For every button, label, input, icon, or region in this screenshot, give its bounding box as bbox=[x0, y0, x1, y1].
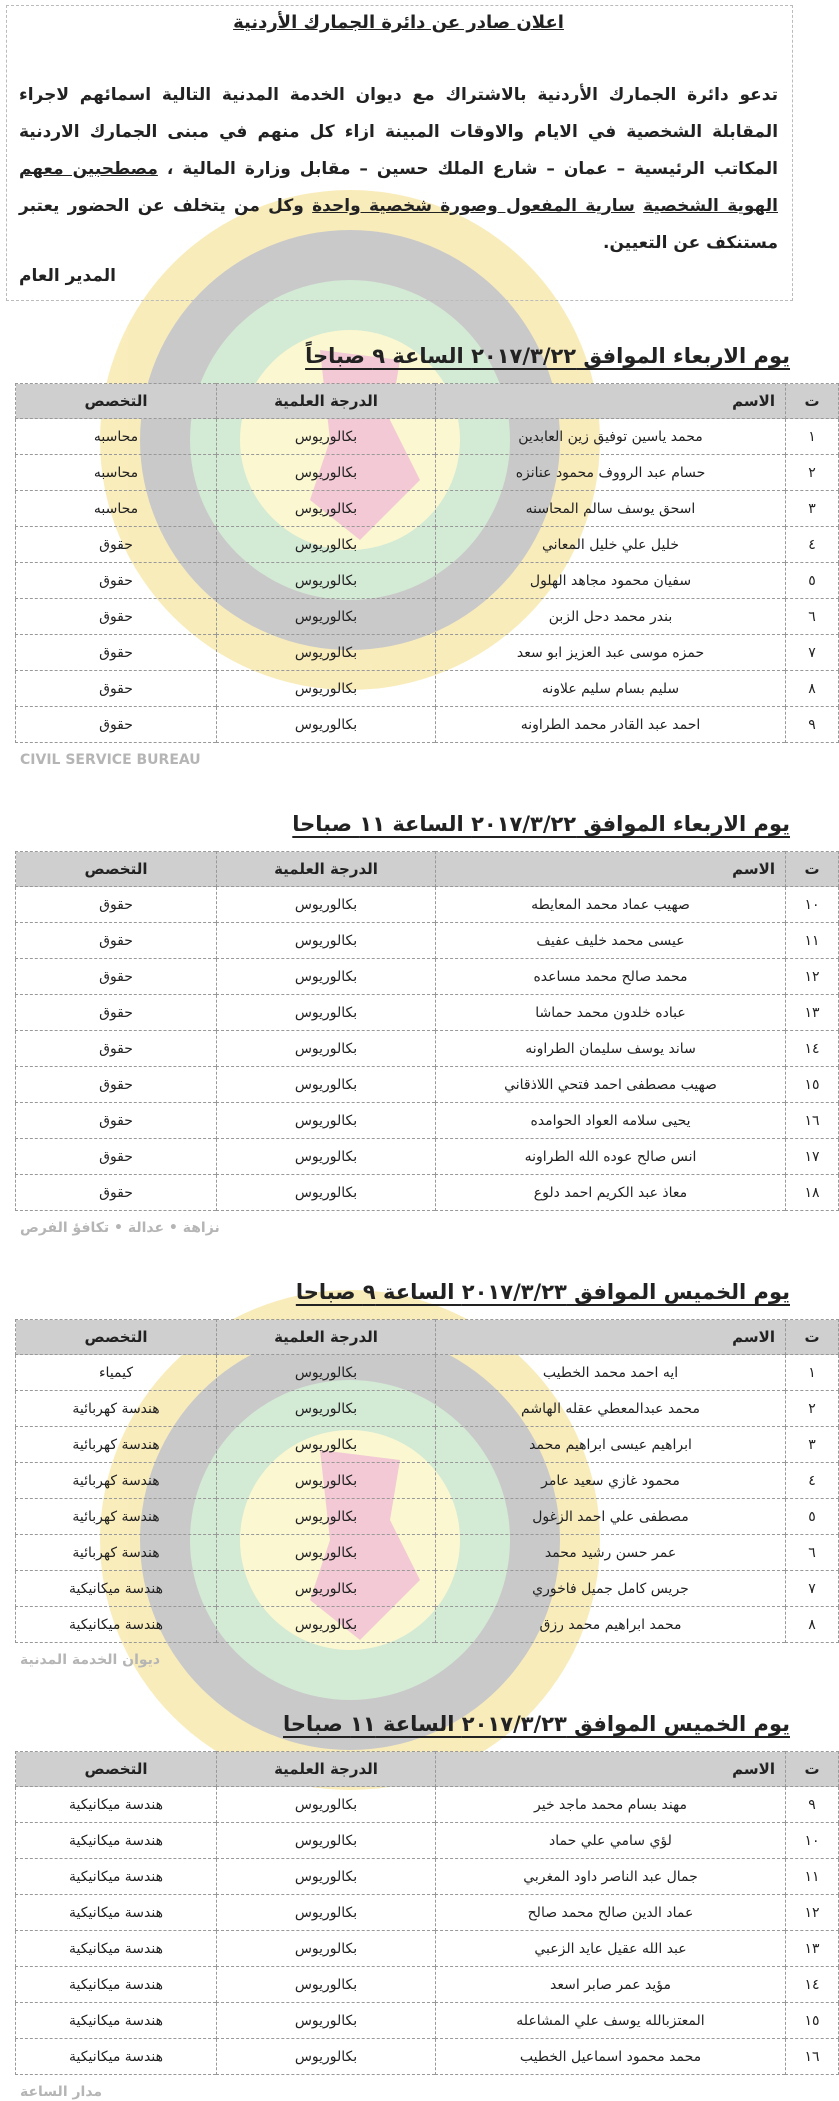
notice-body bbox=[19, 77, 778, 262]
table-row bbox=[16, 923, 839, 959]
specialty: حقوق bbox=[16, 563, 217, 599]
table-row bbox=[16, 1067, 839, 1103]
seal-text-ar: ديوان الخدمة المدنية bbox=[20, 1652, 161, 1668]
candidate-name: يحيى سلامه العواد الحوامده bbox=[436, 1103, 786, 1139]
degree: بكالوريوس bbox=[217, 491, 436, 527]
column-header-degree: الدرجة العلمية bbox=[217, 384, 436, 419]
table-row bbox=[16, 455, 839, 491]
degree: بكالوريوس bbox=[217, 1391, 436, 1427]
table-row bbox=[16, 1895, 839, 1931]
specialty: محاسبه bbox=[16, 491, 217, 527]
column-header-name: الاسم bbox=[436, 852, 786, 887]
degree: بكالوريوس bbox=[217, 1355, 436, 1391]
degree: بكالوريوس bbox=[217, 563, 436, 599]
candidate-name: المعتزبالله يوسف علي المشاعله bbox=[436, 2003, 786, 2039]
site-logo: مدار الساعة bbox=[20, 2084, 103, 2100]
degree: بكالوريوس bbox=[217, 923, 436, 959]
table-header-row bbox=[16, 852, 839, 887]
row-number: ١١ bbox=[786, 923, 839, 959]
table-row bbox=[16, 1031, 839, 1067]
degree: بكالوريوس bbox=[217, 1067, 436, 1103]
specialty: هندسة ميكانيكية bbox=[16, 1787, 217, 1823]
table-row bbox=[16, 1499, 839, 1535]
table-row bbox=[16, 1427, 839, 1463]
candidate-name: عمر حسن رشيد محمد bbox=[436, 1535, 786, 1571]
table-row bbox=[16, 1103, 839, 1139]
specialty: حقوق bbox=[16, 671, 217, 707]
degree: بكالوريوس bbox=[217, 455, 436, 491]
specialty: هندسة كهربائية bbox=[16, 1391, 217, 1427]
degree: بكالوريوس bbox=[217, 2039, 436, 2075]
table-row bbox=[16, 419, 839, 455]
candidate-name: مؤيد عمر صابر اسعد bbox=[436, 1967, 786, 2003]
section-title: يوم الخميس الموافق ٢٠١٧/٣/٢٣ الساعة ٩ صباحا bbox=[295, 1280, 790, 1304]
table-row bbox=[16, 527, 839, 563]
column-header-name: الاسم bbox=[436, 384, 786, 419]
degree: بكالوريوس bbox=[217, 1139, 436, 1175]
section-title: يوم الخميس الموافق ٢٠١٧/٣/٢٣ الساعة ١١ صباحا bbox=[283, 1712, 790, 1736]
candidate-name: حمزه موسى عبد العزيز ابو سعد bbox=[436, 635, 786, 671]
table-header-row bbox=[16, 1752, 839, 1787]
row-number: ١١ bbox=[786, 1859, 839, 1895]
row-number: ٤ bbox=[786, 1463, 839, 1499]
degree: بكالوريوس bbox=[217, 1427, 436, 1463]
table-row bbox=[16, 563, 839, 599]
specialty: هندسة ميكانيكية bbox=[16, 1859, 217, 1895]
schedule-table bbox=[15, 1751, 839, 2075]
specialty: حقوق bbox=[16, 1031, 217, 1067]
table-row bbox=[16, 1139, 839, 1175]
notice-title-text: اعلان صادر عن دائرة الجمارك الأردنية bbox=[233, 12, 564, 33]
candidate-name: مصطفى علي احمد الزغول bbox=[436, 1499, 786, 1535]
degree: بكالوريوس bbox=[217, 995, 436, 1031]
row-number: ٥ bbox=[786, 1499, 839, 1535]
specialty: حقوق bbox=[16, 599, 217, 635]
table-header-row bbox=[16, 384, 839, 419]
candidate-name: معاذ عبد الكريم احمد دلوع bbox=[436, 1175, 786, 1211]
candidate-name: محمد عبدالمعطي عقله الهاشم bbox=[436, 1391, 786, 1427]
notice-title bbox=[19, 12, 778, 33]
row-number: ٨ bbox=[786, 1607, 839, 1643]
notice-box bbox=[6, 5, 793, 301]
specialty: هندسة ميكانيكية bbox=[16, 1607, 217, 1643]
notice-warning: وكل من يتخلف عن الحضور يعتبر مستنكف عن bbox=[19, 196, 778, 253]
specialty: محاسبه bbox=[16, 455, 217, 491]
specialty: هندسة ميكانيكية bbox=[16, 1895, 217, 1931]
candidate-name: سفيان محمود مجاهد الهلول bbox=[436, 563, 786, 599]
table-row bbox=[16, 1607, 839, 1643]
table-row bbox=[16, 1859, 839, 1895]
specialty: حقوق bbox=[16, 1175, 217, 1211]
schedule-table bbox=[15, 851, 839, 1211]
candidate-name: جمال عبد الناصر داود المغربي bbox=[436, 1859, 786, 1895]
specialty: حقوق bbox=[16, 923, 217, 959]
degree: بكالوريوس bbox=[217, 599, 436, 635]
row-number: ١٤ bbox=[786, 1031, 839, 1067]
row-number: ٦ bbox=[786, 599, 839, 635]
row-number: ١٥ bbox=[786, 2003, 839, 2039]
table-row bbox=[16, 995, 839, 1031]
notice-line-2: الشخصية في الايام والاوقات المبينة ازاء كل منهم في مبنى الجمارك الاردنية المكاتب الرئيسية bbox=[19, 122, 779, 179]
degree: بكالوريوس bbox=[217, 1787, 436, 1823]
candidate-name: انس صالح عوده الله الطراونه bbox=[436, 1139, 786, 1175]
column-header-specialty: التخصص bbox=[16, 852, 217, 887]
section-title: يوم الاربعاء الموافق ٢٠١٧/٣/٢٢ الساعة ١١ صباحا bbox=[292, 812, 790, 836]
column-header-num: ت bbox=[786, 852, 839, 887]
degree: بكالوريوس bbox=[217, 1535, 436, 1571]
row-number: ٩ bbox=[786, 707, 839, 743]
signature: المدير العام bbox=[19, 266, 116, 286]
specialty: حقوق bbox=[16, 887, 217, 923]
row-number: ١ bbox=[786, 1355, 839, 1391]
column-header-specialty: التخصص bbox=[16, 1752, 217, 1787]
column-header-degree: الدرجة العلمية bbox=[217, 852, 436, 887]
row-number: ٣ bbox=[786, 491, 839, 527]
specialty: هندسة كهربائية bbox=[16, 1499, 217, 1535]
column-header-num: ت bbox=[786, 1752, 839, 1787]
candidate-name: صهيب مصطفى احمد فتحي اللاذقاني bbox=[436, 1067, 786, 1103]
specialty: هندسة كهربائية bbox=[16, 1535, 217, 1571]
table-row bbox=[16, 1175, 839, 1211]
degree: بكالوريوس bbox=[217, 1031, 436, 1067]
specialty: حقوق bbox=[16, 959, 217, 995]
table-row bbox=[16, 599, 839, 635]
column-header-specialty: التخصص bbox=[16, 1320, 217, 1355]
table-row bbox=[16, 671, 839, 707]
specialty: حقوق bbox=[16, 635, 217, 671]
candidate-name: حسام عبد الرووف محمود عنانزه bbox=[436, 455, 786, 491]
specialty: هندسة ميكانيكية bbox=[16, 2003, 217, 2039]
row-number: ١٢ bbox=[786, 1895, 839, 1931]
schedule-table bbox=[15, 383, 839, 743]
degree: بكالوريوس bbox=[217, 1607, 436, 1643]
candidate-name: جريس كامل جميل فاخوري bbox=[436, 1571, 786, 1607]
degree: بكالوريوس bbox=[217, 1499, 436, 1535]
specialty: حقوق bbox=[16, 995, 217, 1031]
degree: بكالوريوس bbox=[217, 2003, 436, 2039]
table-row bbox=[16, 887, 839, 923]
notice-line-5: التعيين. bbox=[603, 233, 668, 253]
row-number: ٨ bbox=[786, 671, 839, 707]
candidate-name: صهيب عماد محمد المعايطه bbox=[436, 887, 786, 923]
degree: بكالوريوس bbox=[217, 707, 436, 743]
column-header-degree: الدرجة العلمية bbox=[217, 1320, 436, 1355]
specialty: حقوق bbox=[16, 527, 217, 563]
column-header-name: الاسم bbox=[436, 1320, 786, 1355]
candidate-name: خليل علي خليل المعاني bbox=[436, 527, 786, 563]
section-title: يوم الاربعاء الموافق ٢٠١٧/٣/٢٢ الساعة ٩ صباحاً bbox=[305, 344, 790, 368]
degree: بكالوريوس bbox=[217, 1859, 436, 1895]
row-number: ١٣ bbox=[786, 995, 839, 1031]
candidate-name: محمد ابراهيم محمد رزق bbox=[436, 1607, 786, 1643]
row-number: ٧ bbox=[786, 1571, 839, 1607]
row-number: ٧ bbox=[786, 635, 839, 671]
candidate-name: عماد الدين صالح محمد صالح bbox=[436, 1895, 786, 1931]
candidate-name: محمد ياسين توفيق زين العابدين bbox=[436, 419, 786, 455]
notice-requirement-2: سارية المفعول وصورة شخصية واحدة bbox=[312, 196, 635, 216]
degree: بكالوريوس bbox=[217, 671, 436, 707]
table-row bbox=[16, 959, 839, 995]
column-header-num: ت bbox=[786, 384, 839, 419]
table-row bbox=[16, 2039, 839, 2075]
candidate-name: سليم بسام سليم علاونه bbox=[436, 671, 786, 707]
degree: بكالوريوس bbox=[217, 959, 436, 995]
column-header-degree: الدرجة العلمية bbox=[217, 1752, 436, 1787]
row-number: ١٢ bbox=[786, 959, 839, 995]
notice-requirement: مصطحبين معهم الهوية الشخصية bbox=[19, 159, 778, 216]
schedule-sections bbox=[0, 341, 820, 2101]
degree: بكالوريوس bbox=[217, 635, 436, 671]
specialty: هندسة ميكانيكية bbox=[16, 1967, 217, 2003]
row-number: ٦ bbox=[786, 1535, 839, 1571]
table-row bbox=[16, 491, 839, 527]
degree: بكالوريوس bbox=[217, 419, 436, 455]
candidate-name: محمد صالح محمد مساعده bbox=[436, 959, 786, 995]
row-number: ١٤ bbox=[786, 1967, 839, 2003]
table-row bbox=[16, 1931, 839, 1967]
degree: بكالوريوس bbox=[217, 1175, 436, 1211]
notice-address: – عمان – شارع الملك حسين – مقابل وزارة المالية ، bbox=[166, 159, 626, 179]
specialty: هندسة ميكانيكية bbox=[16, 2039, 217, 2075]
candidate-name: لؤي سامي علي حماد bbox=[436, 1823, 786, 1859]
seal-text-en: CIVIL SERVICE BUREAU bbox=[20, 752, 201, 768]
specialty: كيمياء bbox=[16, 1355, 217, 1391]
row-number: ١٦ bbox=[786, 1103, 839, 1139]
degree: بكالوريوس bbox=[217, 1823, 436, 1859]
table-row bbox=[16, 1463, 839, 1499]
row-number: ١٧ bbox=[786, 1139, 839, 1175]
row-number: ١٦ bbox=[786, 2039, 839, 2075]
candidate-name: محمود غازي سعيد عامر bbox=[436, 1463, 786, 1499]
candidate-name: ساند يوسف سليمان الطراونه bbox=[436, 1031, 786, 1067]
specialty: حقوق bbox=[16, 1067, 217, 1103]
specialty: هندسة ميكانيكية bbox=[16, 1823, 217, 1859]
row-number: ١٨ bbox=[786, 1175, 839, 1211]
table-row bbox=[16, 1391, 839, 1427]
seal-slogan: نزاهة • عدالة • تكافؤ الفرص bbox=[20, 1220, 220, 1236]
candidate-name: ابراهيم عيسى ابراهيم محمد bbox=[436, 1427, 786, 1463]
candidate-name: عبد الله عقيل عايد الزعبي bbox=[436, 1931, 786, 1967]
row-number: ٥ bbox=[786, 563, 839, 599]
degree: بكالوريوس bbox=[217, 1463, 436, 1499]
table-row bbox=[16, 1355, 839, 1391]
specialty: هندسة كهربائية bbox=[16, 1463, 217, 1499]
candidate-name: احمد عبد القادر محمد الطراونه bbox=[436, 707, 786, 743]
row-number: ١ bbox=[786, 419, 839, 455]
specialty: هندسة ميكانيكية bbox=[16, 1931, 217, 1967]
row-number: ١٠ bbox=[786, 1823, 839, 1859]
specialty: حقوق bbox=[16, 1103, 217, 1139]
candidate-name: عباده خلدون محمد حماشا bbox=[436, 995, 786, 1031]
row-number: ١٣ bbox=[786, 1931, 839, 1967]
specialty: هندسة ميكانيكية bbox=[16, 1571, 217, 1607]
table-row bbox=[16, 1571, 839, 1607]
degree: بكالوريوس bbox=[217, 1571, 436, 1607]
table-row bbox=[16, 2003, 839, 2039]
specialty: محاسبه bbox=[16, 419, 217, 455]
degree: بكالوريوس bbox=[217, 1895, 436, 1931]
column-header-name: الاسم bbox=[436, 1752, 786, 1787]
column-header-specialty: التخصص bbox=[16, 384, 217, 419]
table-row bbox=[16, 635, 839, 671]
notice-line-1: تدعو دائرة الجمارك الأردنية بالاشتراك مع ديوان الخدمة المدنية التالية اسمائهم لاجراء المقابلة bbox=[19, 85, 779, 142]
candidate-name: ايه احمد محمد الخطيب bbox=[436, 1355, 786, 1391]
row-number: ١٠ bbox=[786, 887, 839, 923]
degree: بكالوريوس bbox=[217, 527, 436, 563]
row-number: ٢ bbox=[786, 1391, 839, 1427]
candidate-name: مهند بسام محمد ماجد خير bbox=[436, 1787, 786, 1823]
specialty: حقوق bbox=[16, 1139, 217, 1175]
degree: بكالوريوس bbox=[217, 887, 436, 923]
row-number: ١٥ bbox=[786, 1067, 839, 1103]
row-number: ٩ bbox=[786, 1787, 839, 1823]
table-row bbox=[16, 707, 839, 743]
row-number: ٣ bbox=[786, 1427, 839, 1463]
candidate-name: محمد محمود اسماعيل الخطيب bbox=[436, 2039, 786, 2075]
row-number: ٤ bbox=[786, 527, 839, 563]
schedule-table bbox=[15, 1319, 839, 1643]
candidate-name: بندر محمد دحل الزبن bbox=[436, 599, 786, 635]
table-row bbox=[16, 1787, 839, 1823]
candidate-name: عيسى محمد خليف عفيف bbox=[436, 923, 786, 959]
table-header-row bbox=[16, 1320, 839, 1355]
specialty: هندسة كهربائية bbox=[16, 1427, 217, 1463]
table-row bbox=[16, 1535, 839, 1571]
degree: بكالوريوس bbox=[217, 1931, 436, 1967]
column-header-num: ت bbox=[786, 1320, 839, 1355]
row-number: ٢ bbox=[786, 455, 839, 491]
table-row bbox=[16, 1967, 839, 2003]
degree: بكالوريوس bbox=[217, 1967, 436, 2003]
specialty: حقوق bbox=[16, 707, 217, 743]
candidate-name: اسحق يوسف سالم المحاسنه bbox=[436, 491, 786, 527]
table-row bbox=[16, 1823, 839, 1859]
degree: بكالوريوس bbox=[217, 1103, 436, 1139]
